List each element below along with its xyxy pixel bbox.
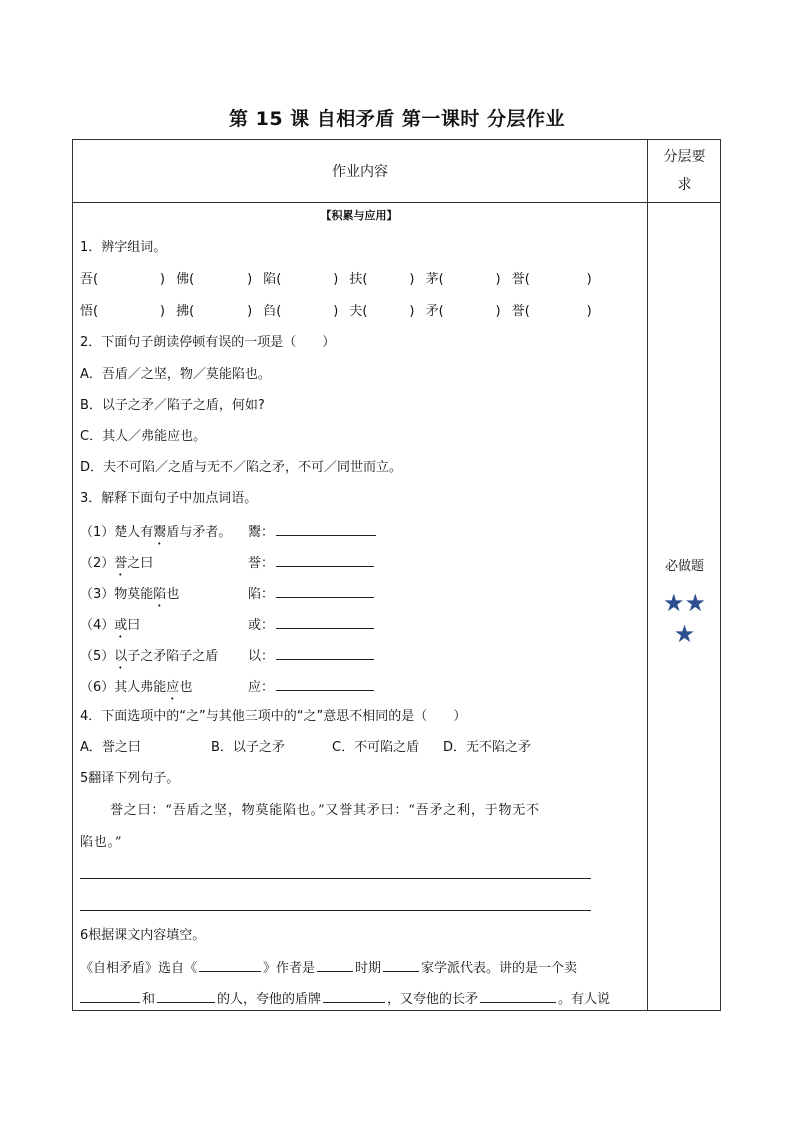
q6-stem: 6根据课文内容填空。 <box>80 928 206 943</box>
q4-option-b: B．以子之矛 <box>211 740 285 755</box>
q2-option-d: D．夫不可陷／之盾与无不／陷之矛，不可／同世而立。 <box>80 460 403 475</box>
q4-option-a: A．誉之曰 <box>80 740 141 755</box>
fill-blank[interactable] <box>323 988 385 1003</box>
q1-r1-c6-b: ) <box>586 272 592 287</box>
q4-stem: 4．下面选项中的“之”与其他三项中的“之”意思不相同的是（ ） <box>80 709 467 724</box>
q1-r1-c5-b: ) <box>495 272 501 287</box>
q1-r2-c3-a: 臽( <box>263 304 282 319</box>
q3-item-post: 也 <box>166 587 180 602</box>
answer-blank[interactable] <box>276 676 374 691</box>
fill-blank[interactable] <box>199 957 261 972</box>
q3-item-4 <box>80 614 376 641</box>
q4-option-d: D．无不陷之矛 <box>443 740 532 755</box>
q6-line2 <box>80 988 610 1010</box>
q3-item-dot-word: 陷 <box>153 587 167 602</box>
q6-text: 》作者是 <box>263 961 316 976</box>
header-requirement-line1: 分层要 <box>663 149 706 165</box>
column-divider <box>647 140 648 1010</box>
q1-r1-c3-b: ) <box>333 272 339 287</box>
q3-item-2 <box>80 552 376 579</box>
q3-item-6 <box>80 676 376 703</box>
q1-r1-c4-b: ) <box>409 272 415 287</box>
q3-item-1 <box>80 521 378 548</box>
q3-item-word: 应： <box>248 680 275 695</box>
q1-r1-c1-a: 吾( <box>80 272 99 287</box>
header-content: 作业内容 <box>332 164 388 180</box>
q3-item-num: （1） <box>80 525 115 540</box>
q1-r2-c1-b: ) <box>159 304 165 319</box>
fill-blank[interactable] <box>480 988 556 1003</box>
q1-r2-c5-b: ) <box>495 304 501 319</box>
q3-item-word: 或： <box>248 618 275 633</box>
q2-option-b: B．以子之矛／陷子之盾，何如? <box>80 398 265 413</box>
q3-item-word: 以： <box>248 649 275 664</box>
header-requirement-line2: 求 <box>677 177 692 193</box>
q1-r2-c3-b: ) <box>333 304 339 319</box>
q2-stem: 2．下面句子朗读停顿有误的一项是（ ） <box>80 335 336 350</box>
header-divider <box>73 202 720 203</box>
q3-item-dot-word: 应 <box>166 680 180 695</box>
q3-item-post: 之曰 <box>127 556 154 571</box>
q3-item-num: （4） <box>80 618 115 633</box>
fill-blank[interactable] <box>383 957 419 972</box>
q3-item-num: （5） <box>80 649 115 664</box>
q1-r1-c6-a: 誉( <box>511 272 530 287</box>
answer-blank[interactable] <box>276 521 376 536</box>
page-title: 第 15 课 自相矛盾 第一课时 分层作业 <box>228 108 565 130</box>
q1-r2-c6-b: ) <box>586 304 592 319</box>
q4-options <box>80 738 531 758</box>
q1-r1-c1-b: ) <box>159 272 165 287</box>
star-icon-row1: ★★ <box>662 589 707 617</box>
star-rating <box>648 588 721 650</box>
q3-item-num: （6） <box>80 680 115 695</box>
q3-item-5 <box>80 645 376 672</box>
q6-text: 家学派代表。讲的是一个卖 <box>421 961 578 976</box>
answer-blank[interactable] <box>276 645 374 660</box>
q5-passage-line1: 誉之曰：“吾盾之坚，物莫能陷也。”又誉其矛曰：“吾矛之利，于物无不 <box>110 803 540 818</box>
section-title: 【积累与应用】 <box>320 209 398 222</box>
q1-r1-c5-a: 茅( <box>425 272 444 287</box>
q3-stem: 3．解释下面句子中加点词语。 <box>80 491 258 506</box>
q5-stem: 5翻译下列句子。 <box>80 771 180 786</box>
q1-r2-c4-a: 夫( <box>349 304 368 319</box>
q1-r2-c2-b: ) <box>247 304 253 319</box>
q3-item-num: （2） <box>80 556 115 571</box>
header-requirement <box>648 140 721 202</box>
q1-r2-c2-a: 拂( <box>176 304 195 319</box>
translation-answer-line[interactable] <box>80 878 591 879</box>
q3-item-word: 誉： <box>248 556 275 571</box>
q3-item-num: （3） <box>80 587 115 602</box>
q1-r1-c2-a: 佛( <box>176 272 195 287</box>
q3-item-dot-word: 以 <box>114 649 128 664</box>
q1-r1-c4-a: 扶( <box>349 272 368 287</box>
q1-r2-c5-a: 矛( <box>425 304 444 319</box>
fill-blank[interactable] <box>317 957 353 972</box>
q3-item-dot-word: 或 <box>114 618 128 633</box>
q1-r1-c2-b: ) <box>247 272 253 287</box>
star-icon-row2: ★ <box>673 620 696 648</box>
q3-item-word: 陷： <box>248 587 275 602</box>
requirement-label: 必做题 <box>664 559 704 574</box>
fill-blank[interactable] <box>80 988 140 1003</box>
translation-answer-line[interactable] <box>80 910 591 911</box>
q3-item-dot-word: 鬻 <box>153 525 167 540</box>
q3-item-dot-word: 誉 <box>114 556 128 571</box>
q3-item-post: 盾与矛者。 <box>166 525 232 540</box>
answer-blank[interactable] <box>276 583 374 598</box>
q6-text: 和 <box>142 992 156 1007</box>
q2-option-a: A．吾盾／之坚，物／莫能陷也。 <box>80 367 271 382</box>
q1-r2-c6-a: 誉( <box>511 304 530 319</box>
q6-text: 《自相矛盾》选自《 <box>80 961 198 976</box>
q1-r2-c4-b: ) <box>409 304 415 319</box>
q3-item-pre: 楚人有 <box>114 525 154 540</box>
q3-item-post: 也 <box>179 680 193 695</box>
q6-text: ，又夸他的长矛 <box>387 992 479 1007</box>
fill-blank[interactable] <box>157 988 215 1003</box>
q6-line1 <box>80 957 577 979</box>
q3-item-3 <box>80 583 376 610</box>
q3-item-post: 子之矛陷子之盾 <box>127 649 219 664</box>
answer-blank[interactable] <box>276 614 374 629</box>
q2-option-c: C．其人／弗能应也。 <box>80 429 207 444</box>
q4-option-c: C．不可陷之盾 <box>332 740 420 755</box>
q6-text: 的人，夸他的盾牌 <box>217 992 322 1007</box>
q1-stem: 1．辨字组词。 <box>80 240 167 255</box>
q5-passage-line2: 陷也。” <box>80 835 123 850</box>
q6-text: 时期 <box>355 961 382 976</box>
answer-blank[interactable] <box>276 552 374 567</box>
q1-row2 <box>80 302 592 322</box>
q6-text: 。有人说 <box>558 992 611 1007</box>
q3-item-pre: 其人弗能 <box>114 680 167 695</box>
q3-item-post: 曰 <box>127 618 141 633</box>
q3-item-pre: 物莫能 <box>114 587 154 602</box>
q1-row1 <box>80 270 592 290</box>
q3-item-word: 鬻： <box>248 525 275 540</box>
q1-r1-c3-a: 陷( <box>263 272 282 287</box>
q1-r2-c1-a: 悟( <box>80 304 99 319</box>
